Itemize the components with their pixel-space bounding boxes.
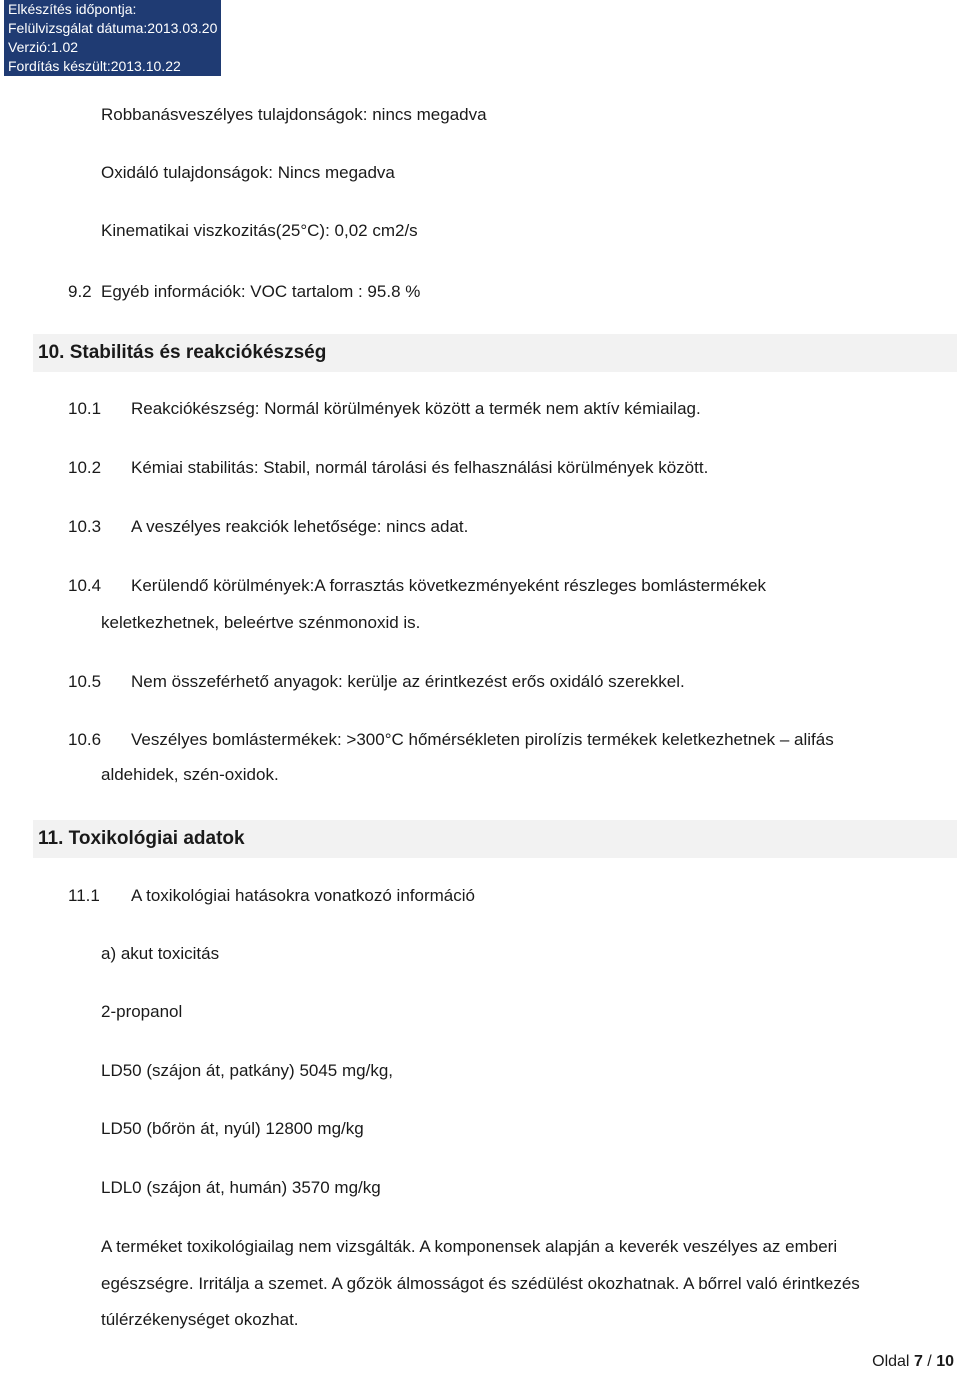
section-11-1-text: A toxikológiai hatásokra vonatkozó információ bbox=[131, 886, 475, 905]
header-version: Verzió:1.02 bbox=[8, 39, 79, 55]
header-translated: Fordítás készült:2013.10.22 bbox=[8, 58, 181, 74]
section-10-4-number: 10.4 bbox=[68, 576, 102, 595]
page-total: 10 bbox=[936, 1353, 954, 1370]
kinematic-viscosity: Kinematikai viszkozitás(25°C): 0,02 cm2/s bbox=[101, 221, 418, 240]
explosive-properties: Robbanásveszélyes tulajdonságok: nincs megadva bbox=[101, 105, 487, 124]
section-10-3-text: A veszélyes reakciók lehetősége: nincs adat. bbox=[131, 517, 469, 536]
section-11-1-number: 11.1 bbox=[68, 886, 100, 905]
page-separator: / bbox=[927, 1353, 932, 1370]
section-10-4-text: Kerülendő körülmények:A forrasztás következményeként részleges bomlástermékek bbox=[131, 576, 766, 595]
section-10-2-text: Kémiai stabilitás: Stabil, normál tárolási és felhasználási körülmények között. bbox=[131, 458, 709, 477]
ld50-oral: LD50 (szájon át, patkány) 5045 mg/kg, bbox=[101, 1061, 393, 1080]
section-10-6-continuation: aldehidek, szén-oxidok. bbox=[101, 765, 279, 784]
section-10-2-number: 10.2 bbox=[68, 458, 102, 477]
ld50-dermal: LD50 (bőrön át, nyúl) 12800 mg/kg bbox=[101, 1119, 364, 1138]
section-9-2-text: Egyéb információk: VOC tartalom : 95.8 % bbox=[101, 282, 421, 301]
section-10-6-number: 10.6 bbox=[68, 730, 102, 749]
substance-name: 2-propanol bbox=[101, 1002, 183, 1021]
toxicology-summary-line-2: egészségre. Irritálja a szemet. A gőzök álmosságot és szédülést okozhatnak. A bőrrel való érintkezés bbox=[101, 1274, 860, 1293]
header-revised: Felülvizsgálat dátuma:2013.03.20 bbox=[8, 20, 218, 36]
section-10-title: 10. Stabilitás és reakciókészség bbox=[38, 342, 327, 363]
section-10-5-text: Nem összeférhető anyagok: kerülje az érintkezést erős oxidáló szerekkel. bbox=[131, 672, 685, 691]
section-10-6-text: Veszélyes bomlástermékek: >300°C hőmérsékleten pirolízis termékek keletkezhetnek – alifás bbox=[131, 730, 834, 749]
section-10-4-continuation: keletkezhetnek, beleértve szénmonoxid is. bbox=[101, 613, 421, 632]
toxicology-summary-line-1: A terméket toxikológiailag nem vizsgálták. A komponensek alapján a keverék veszélyes az emberi bbox=[101, 1237, 838, 1256]
section-10-heading-band bbox=[33, 334, 957, 372]
section-10-3-number: 10.3 bbox=[68, 517, 102, 536]
section-10-1-text: Reakciókészség: Normál körülmények között a termék nem aktív kémiailag. bbox=[131, 399, 701, 418]
document-header bbox=[4, 0, 221, 76]
page-label: Oldal bbox=[872, 1353, 910, 1370]
section-9-2-number: 9.2 bbox=[68, 282, 92, 301]
ldl0-oral: LDL0 (szájon át, humán) 3570 mg/kg bbox=[101, 1178, 381, 1197]
section-11-heading-band bbox=[33, 820, 957, 858]
header-created: Elkészítés időpontja: bbox=[8, 1, 137, 17]
section-10-1-number: 10.1 bbox=[68, 399, 102, 418]
page-current: 7 bbox=[913, 1353, 923, 1370]
oxidizing-properties: Oxidáló tulajdonságok: Nincs megadva bbox=[101, 163, 395, 182]
section-10-5-number: 10.5 bbox=[68, 672, 102, 691]
toxicology-summary-line-3: túlérzékenységet okozhat. bbox=[101, 1310, 299, 1329]
section-11-title: 11. Toxikológiai adatok bbox=[38, 828, 245, 849]
acute-toxicity: a) akut toxicitás bbox=[101, 944, 220, 963]
page-number bbox=[872, 1352, 954, 1372]
